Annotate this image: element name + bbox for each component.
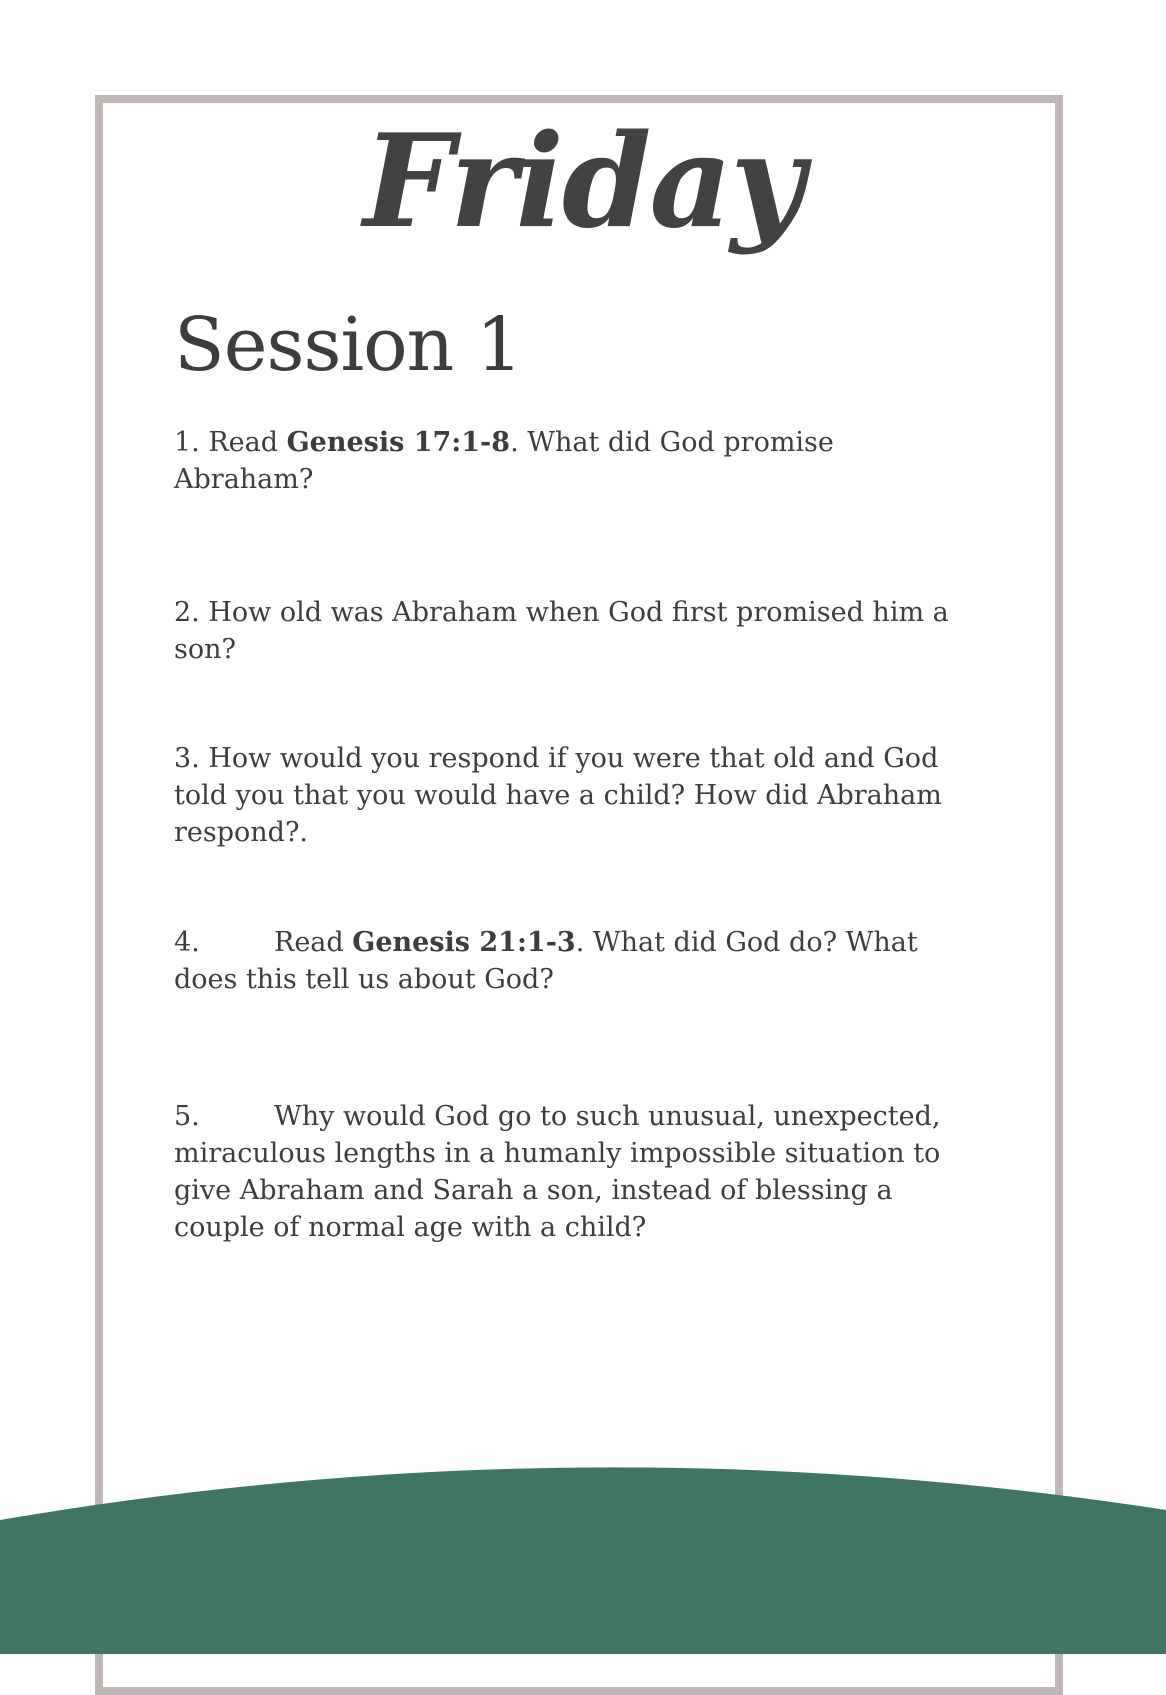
session-title: Session 1	[174, 302, 522, 388]
scripture-reference: Genesis 21:1-3	[352, 927, 576, 958]
question-3	[174, 740, 974, 851]
question-number: 1.	[174, 427, 200, 458]
question-1	[174, 424, 974, 498]
question-number: 3.	[174, 743, 200, 774]
question-text: . What did God promise Abraham?	[174, 427, 834, 495]
question-number: 2.	[174, 597, 200, 628]
question-text: Why would God go to such unusual, unexpected, miraculous lengths in a humanly impossible situation to give Abraham and Sarah a son, instead of blessing a couple of normal age with a child?	[174, 1101, 941, 1243]
question-text: . What did God do? What does this tell us about God?	[174, 927, 918, 995]
question-text: Read	[199, 427, 287, 458]
scripture-reference: Genesis 17:1-8	[286, 427, 511, 458]
footer-wave	[0, 1460, 1166, 1654]
question-2	[174, 594, 974, 668]
question-text: How old was Abraham when God first promised him a son?	[174, 597, 949, 665]
question-4	[174, 924, 974, 998]
question-5	[174, 1098, 974, 1246]
question-number: 5.	[174, 1101, 200, 1132]
day-title: Friday	[363, 107, 803, 257]
question-number: 4.	[174, 927, 200, 958]
footer-wave-shape	[0, 1467, 1166, 1654]
question-text: Read	[274, 927, 353, 958]
question-text: How would you respond if you were that old and God told you that you would have a child? How did Abraham respond?.	[174, 743, 942, 848]
